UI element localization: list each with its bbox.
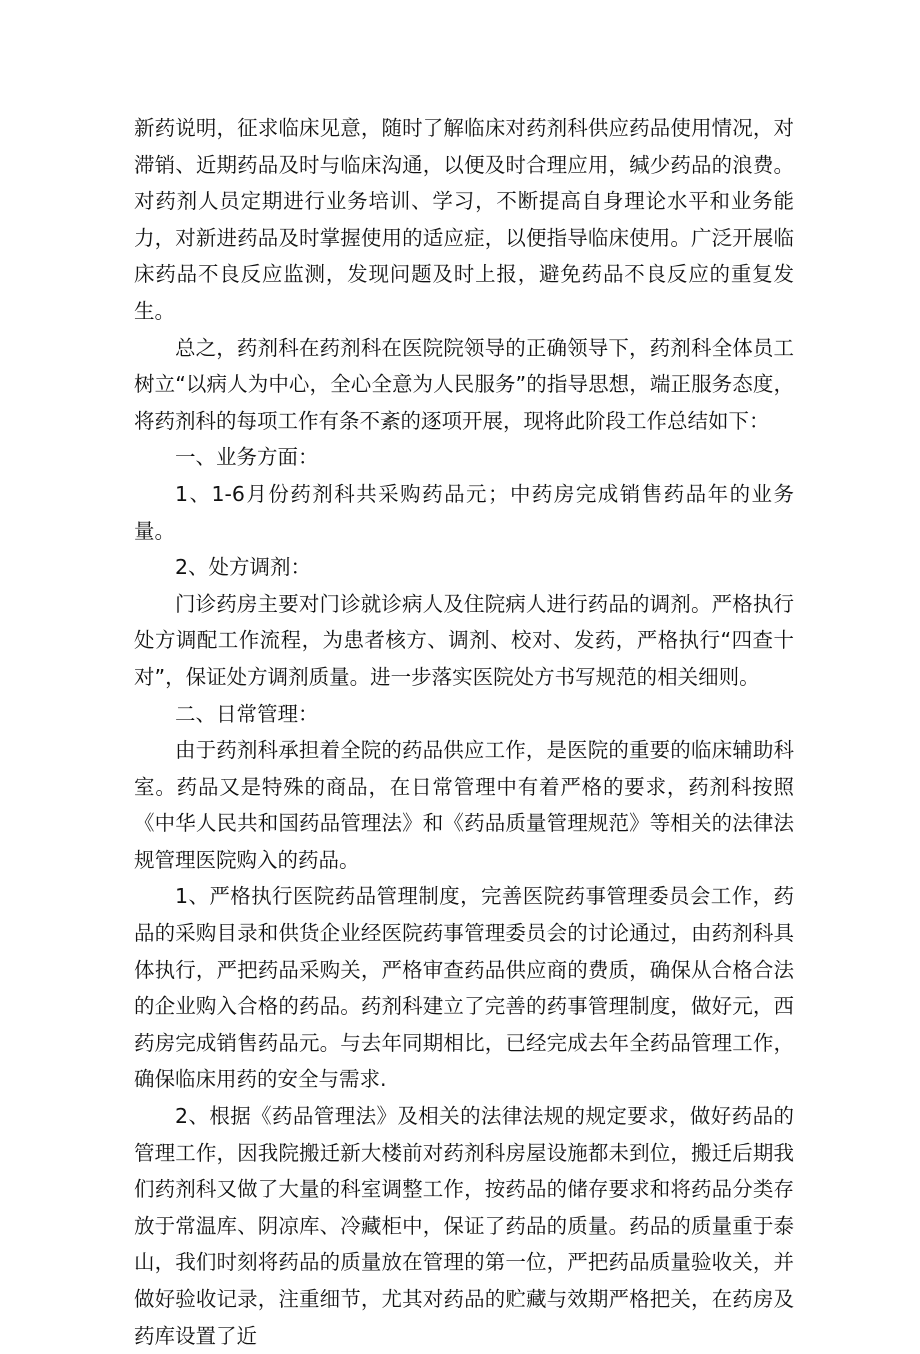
- paragraph-drug-law: 2、根据《药品管理法》及相关的法律法规的规定要求，做好药品的管理工作，因我院搬迁新大楼前对药剂科房屋设施都未到位，搬迁后期我们药剂科又做了大量的科室调整工作，按药品的储存要求和将药品分类存放于常温库、阴凉库、冷藏柜中，保证了药品的质量。药品的质量重于泰山，我们时刻将药品的质量放在管理的第一位，严把药品质量验收关，并做好验收记录，注重细节，尤其对药品的贮藏与效期严格把关，在药房及药库设置了近: [134, 1104, 794, 1348]
- paragraph-prescription: 门诊药房主要对门诊就诊病人及住院病人进行药品的调剂。严格执行处方调配工作流程，为患者核方、调剂、校对、发药，严格执行“四查十对”，保证处方调剂质量。进一步落实医院处方书写规范的相关细则。: [134, 591, 794, 689]
- paragraph-management-system: 1、严格执行医院药品管理制度，完善医院药事管理委员会工作，药品的采购目录和供货企业经医院药事管理委员会的讨论通过，由药剂科具体执行，严把药品采购关，严格审查药品供应商的费质，确保从合格合法的企业购入合格的药品。药剂科建立了完善的药事管理制度，做好元，西药房完成销售药品元。与去年同期相比，已经完成去年全药品管理工作，确保临床用药的安全与需求.: [134, 884, 794, 1092]
- paragraph-2: 总之，药剂科在药剂科在医院院领导的正确领导下，药剂科全体员工树立“以病人为中心，全心全意为人民服务”的指导思想，端正服务态度，将药剂科的每项工作有条不紊的逐项开展，现将此阶段工作总结如下：: [134, 335, 794, 433]
- subheading-prescription: 2、处方调剂：: [175, 555, 312, 580]
- paragraph-procurement: 1、1-6月份药剂科共采购药品元；中药房完成销售药品年的业务量。: [134, 481, 794, 543]
- section-heading-daily-management: 二、日常管理：: [175, 701, 319, 726]
- paragraph-daily-management: 由于药剂科承担着全院的药品供应工作，是医院的重要的临床辅助科室。药品又是特殊的商品，在日常管理中有着严格的要求，药剂科按照《中华人民共和国药品管理法》和《药品质量管理规范》等相关的法律法规管理医院购入的药品。: [134, 738, 794, 872]
- document-body: [134, 110, 794, 1354]
- paragraph-1: 新药说明，征求临床见意，随时了解临床对药剂科供应药品使用情况，对滞销、近期药品及时与临床沟通，以便及时合理应用，缄少药品的浪费。对药剂人员定期进行业务培训、学习，不断提高自身理论水平和业务能力，对新进药品及时掌握使用的适应症，以便指导临床使用。广泛开展临床药品不良反应监测，发现问题及时上报，避免药品不良反应的重复发生。: [134, 116, 794, 323]
- section-heading-business: 一、业务方面：: [175, 445, 319, 470]
